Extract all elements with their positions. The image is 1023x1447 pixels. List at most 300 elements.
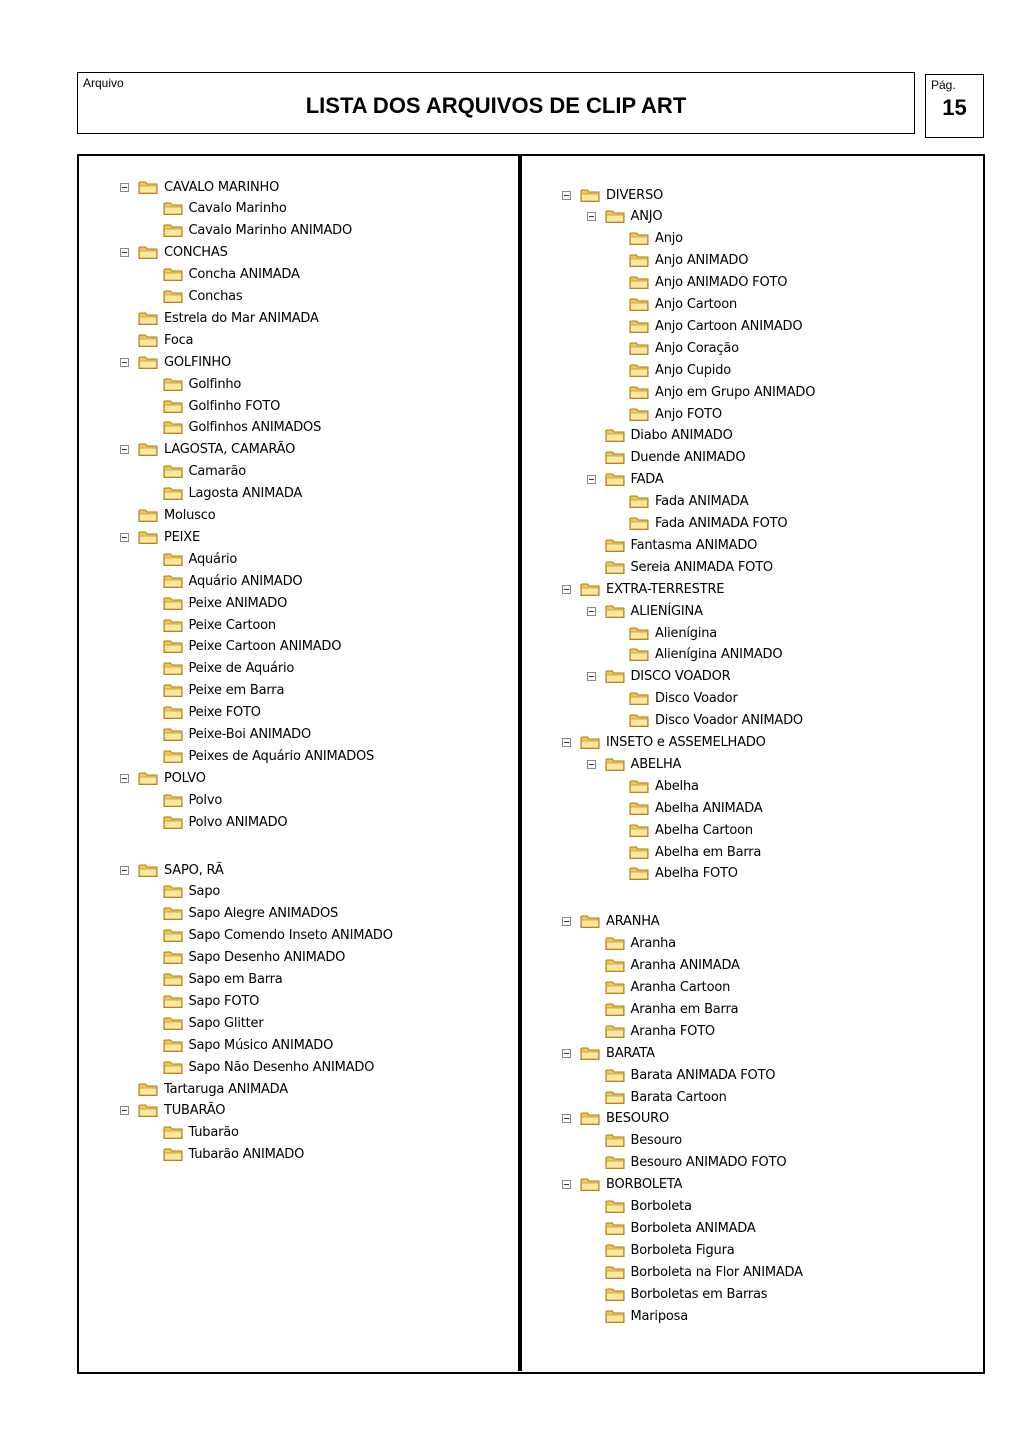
tree-folder-item[interactable] xyxy=(145,287,243,307)
folder-icon xyxy=(163,289,183,304)
folder-icon xyxy=(629,385,649,400)
folder-icon xyxy=(629,845,649,860)
folder-icon xyxy=(163,420,183,435)
tree-folder-item[interactable] xyxy=(611,229,683,249)
folder-icon xyxy=(580,1046,600,1061)
folder-label: Golfinho xyxy=(188,376,242,392)
tree-folder-expanded[interactable] xyxy=(587,754,682,774)
folder-icon xyxy=(629,253,649,268)
folder-label: Conchas xyxy=(188,289,243,304)
collapse-toggle-icon[interactable] xyxy=(120,533,129,542)
tree-folder-item[interactable] xyxy=(145,725,312,745)
folder-label: Concha ANIMADA xyxy=(188,267,300,283)
tree-folder-item[interactable] xyxy=(587,1284,768,1304)
folder-label: Borboleta ANIMADA xyxy=(630,1220,756,1236)
folder-icon xyxy=(163,972,183,987)
tree-folder-item[interactable] xyxy=(611,360,731,380)
folder-icon xyxy=(138,771,158,786)
folder-icon xyxy=(605,1265,625,1280)
folder-icon xyxy=(138,508,158,523)
folder-label: Peixe de Aquário xyxy=(188,661,295,677)
tree-folder-item[interactable] xyxy=(145,1013,264,1033)
folder-icon xyxy=(580,914,600,929)
folder-label: Peixe Cartoon xyxy=(188,617,276,633)
tree-folder-item[interactable] xyxy=(145,549,238,569)
tree-folder-expanded[interactable] xyxy=(587,601,703,621)
tree-folder-expanded[interactable] xyxy=(562,185,663,205)
folder-label: Polvo ANIMADO xyxy=(188,814,288,830)
folder-icon xyxy=(138,355,158,370)
folder-label: Disco Voador ANIMADO xyxy=(655,713,803,729)
folder-label: Abelha em Barra xyxy=(655,844,762,860)
folder-label: EXTRA-TERRESTRE xyxy=(606,581,725,597)
collapse-toggle-icon[interactable] xyxy=(587,607,596,616)
tree-folder-item[interactable] xyxy=(587,1262,803,1282)
tree-folder-item[interactable] xyxy=(611,864,738,884)
collapse-toggle-icon[interactable] xyxy=(587,672,596,681)
folder-label: ABELHA xyxy=(630,756,682,772)
tree-folder-item[interactable] xyxy=(587,426,733,446)
folder-label: Tubarão ANIMADO xyxy=(188,1147,305,1163)
collapse-toggle-icon[interactable] xyxy=(120,358,129,367)
folder-label: Aranha xyxy=(630,936,676,952)
folder-label: Sapo xyxy=(188,884,221,900)
folder-icon xyxy=(629,779,649,794)
folder-icon xyxy=(629,297,649,312)
folder-label: Peixe em Barra xyxy=(188,683,285,699)
tree-folder-item[interactable] xyxy=(611,820,753,840)
collapse-toggle-icon[interactable] xyxy=(562,738,571,747)
tree-folder-item[interactable] xyxy=(587,999,739,1019)
folder-icon xyxy=(163,639,183,654)
tree-folder-item[interactable] xyxy=(145,970,283,990)
tree-folder-item[interactable] xyxy=(145,812,288,832)
folder-label: CAVALO MARINHO xyxy=(164,179,280,195)
collapse-toggle-icon[interactable] xyxy=(587,475,596,484)
folder-label: Anjo ANIMADO FOTO xyxy=(655,275,788,291)
folder-label: Barata Cartoon xyxy=(630,1089,727,1105)
folder-label: Sapo Desenho ANIMADO xyxy=(188,950,346,966)
folder-label: Anjo ANIMADO xyxy=(655,253,749,269)
tree-folder-item[interactable] xyxy=(145,882,221,902)
folder-icon xyxy=(163,683,183,698)
tree-folder-item[interactable] xyxy=(587,978,731,998)
tree-folder-item[interactable] xyxy=(145,1035,334,1055)
folder-label: Sapo em Barra xyxy=(188,972,283,987)
tree-folder-item[interactable] xyxy=(587,557,773,577)
folder-icon xyxy=(605,538,625,553)
page-number: 15 xyxy=(942,95,967,120)
folder-label: Peixe-Boi ANIMADO xyxy=(188,727,312,742)
tree-folder-item[interactable] xyxy=(145,681,285,701)
folder-label: Sapo Alegre ANIMADOS xyxy=(188,906,339,922)
tree-folder-expanded[interactable] xyxy=(562,1109,669,1129)
folder-label: PEIXE xyxy=(164,529,201,545)
folder-icon xyxy=(605,1024,625,1039)
folder-icon xyxy=(163,793,183,808)
tree-folder-item[interactable] xyxy=(587,448,746,468)
folder-icon xyxy=(605,669,625,684)
folder-icon xyxy=(138,311,158,326)
folder-icon xyxy=(163,994,183,1009)
tree-folder-item[interactable] xyxy=(587,1306,688,1326)
folder-label: Besouro ANIMADO FOTO xyxy=(630,1155,787,1171)
folder-icon xyxy=(163,884,183,899)
folder-icon xyxy=(138,1103,158,1118)
folder-label: ALIENÍGINA xyxy=(630,603,703,619)
folder-icon xyxy=(163,950,183,965)
tree-folder-item[interactable] xyxy=(120,506,216,526)
folder-label: Fada ANIMADA FOTO xyxy=(655,516,788,531)
folder-icon xyxy=(163,552,183,567)
tree-folder-item[interactable] xyxy=(145,790,223,810)
tree-folder-expanded[interactable] xyxy=(587,667,731,687)
tree-folder-item[interactable] xyxy=(611,689,738,709)
tree-folder-item[interactable] xyxy=(145,703,261,723)
folder-label: Barata ANIMADA FOTO xyxy=(630,1067,776,1083)
folder-icon xyxy=(580,1111,600,1126)
folder-icon xyxy=(163,1125,183,1140)
collapse-toggle-icon[interactable] xyxy=(562,917,571,926)
folder-label: Sereia ANIMADA FOTO xyxy=(630,559,773,575)
folder-label: Anjo em Grupo ANIMADO xyxy=(655,384,816,400)
folder-label: Aranha Cartoon xyxy=(630,980,731,995)
tree-folder-item[interactable] xyxy=(611,316,802,336)
folder-label: BESOURO xyxy=(606,1111,669,1127)
folder-icon xyxy=(605,1133,625,1148)
tree-folder-expanded[interactable] xyxy=(120,243,228,263)
tree-folder-expanded[interactable] xyxy=(120,352,231,372)
folder-label: Diabo ANIMADO xyxy=(630,428,733,444)
folder-icon xyxy=(163,377,183,392)
collapse-toggle-icon[interactable] xyxy=(562,585,571,594)
folder-icon xyxy=(605,1199,625,1214)
tree-folder-item[interactable] xyxy=(145,571,303,591)
tree-folder-item[interactable] xyxy=(611,798,763,818)
tree-folder-expanded[interactable] xyxy=(120,768,206,788)
tree-folder-item[interactable] xyxy=(145,904,339,924)
tree-folder-item[interactable] xyxy=(611,842,761,862)
collapse-toggle-icon[interactable] xyxy=(562,191,571,200)
folder-icon xyxy=(605,1068,625,1083)
header-small-label: Arquivo xyxy=(83,76,124,90)
folder-icon xyxy=(163,486,183,501)
folder-label: Sapo FOTO xyxy=(188,993,260,1009)
folder-label: Duende ANIMADO xyxy=(630,450,746,466)
folder-label: GOLFINHO xyxy=(164,354,231,370)
folder-label: Anjo Cartoon xyxy=(655,297,738,312)
folder-icon xyxy=(629,691,649,706)
tree-folder-item[interactable] xyxy=(145,1123,239,1143)
folder-label: Fada ANIMADA xyxy=(655,494,749,510)
tree-folder-item[interactable] xyxy=(145,1057,375,1077)
tree-folder-item[interactable] xyxy=(145,615,276,635)
tree-folder-expanded[interactable] xyxy=(120,527,200,547)
folder-label: Estrela do Mar ANIMADA xyxy=(164,310,319,326)
collapse-toggle-icon[interactable] xyxy=(120,774,129,783)
tree-folder-expanded[interactable] xyxy=(120,860,224,880)
folder-icon xyxy=(163,223,183,238)
folder-icon xyxy=(163,705,183,720)
folder-icon xyxy=(605,1243,625,1258)
tree-folder-expanded[interactable] xyxy=(120,1101,225,1121)
folder-label: Aranha ANIMADA xyxy=(630,958,740,974)
tree-folder-item[interactable] xyxy=(145,484,303,504)
tree-folder-expanded[interactable] xyxy=(587,207,663,227)
folder-label: INSETO e ASSEMELHADO xyxy=(606,735,766,750)
folder-label: Camarão xyxy=(188,464,247,480)
folder-label: Polvo xyxy=(188,792,223,808)
folder-icon xyxy=(580,1177,600,1192)
folder-label: Alienígina xyxy=(655,625,718,641)
tree-folder-item[interactable] xyxy=(611,295,737,315)
tree-folder-item[interactable] xyxy=(145,948,346,968)
collapse-toggle-icon[interactable] xyxy=(587,760,596,769)
collapse-toggle-icon[interactable] xyxy=(562,1180,571,1189)
folder-label: Golfinho FOTO xyxy=(188,398,281,414)
tree-folder-item[interactable] xyxy=(145,396,281,416)
folder-label: CONCHAS xyxy=(164,245,228,261)
folder-label: Disco Voador xyxy=(655,691,738,707)
collapse-toggle-icon[interactable] xyxy=(120,866,129,875)
tree-folder-expanded[interactable] xyxy=(120,177,279,197)
folder-icon xyxy=(629,647,649,662)
tree-folder-item[interactable] xyxy=(611,382,815,402)
folder-label: Peixes de Aquário ANIMADOS xyxy=(188,748,375,764)
folder-label: Sapo Músico ANIMADO xyxy=(188,1037,334,1053)
folder-icon xyxy=(605,604,625,619)
tree-folder-item[interactable] xyxy=(145,746,375,766)
tree-folder-expanded[interactable] xyxy=(587,470,664,490)
folder-label: Alienígina ANIMADO xyxy=(655,647,783,663)
folder-icon xyxy=(163,1016,183,1031)
folder-icon xyxy=(605,936,625,951)
folder-label: DISCO VOADOR xyxy=(630,669,731,685)
folder-label: Peixe FOTO xyxy=(188,705,261,721)
folder-icon xyxy=(163,1060,183,1075)
folder-icon xyxy=(629,275,649,290)
folder-label: Peixe ANIMADO xyxy=(188,595,288,611)
page-title: LISTA DOS ARQUIVOS DE CLIP ART xyxy=(305,93,687,118)
folder-label: FADA xyxy=(630,472,664,488)
collapse-toggle-icon[interactable] xyxy=(562,1049,571,1058)
folder-label: Abelha Cartoon xyxy=(655,822,753,838)
tree-folder-item[interactable] xyxy=(145,374,242,394)
folder-label: Aranha em Barra xyxy=(630,1001,739,1017)
tree-folder-item[interactable] xyxy=(587,1197,692,1217)
folder-label: Anjo Cupido xyxy=(655,362,732,378)
folder-label: Aranha FOTO xyxy=(630,1023,715,1039)
folder-icon xyxy=(138,442,158,457)
folder-icon xyxy=(163,399,183,414)
folder-icon xyxy=(163,749,183,764)
folder-icon xyxy=(605,1002,625,1017)
tree-folder-item[interactable] xyxy=(145,418,322,438)
folder-icon xyxy=(163,201,183,216)
folder-label: POLVO xyxy=(164,770,206,786)
folder-label: BORBOLETA xyxy=(606,1177,683,1193)
tree-folder-item[interactable] xyxy=(587,1065,776,1085)
tree-folder-expanded[interactable] xyxy=(562,1175,682,1195)
tree-folder-item[interactable] xyxy=(587,535,758,555)
folder-icon xyxy=(629,407,649,422)
folder-label: LAGOSTA, CAMARÃO xyxy=(164,442,296,458)
folder-label: Abelha FOTO xyxy=(655,866,738,882)
folder-label: Abelha xyxy=(655,778,699,794)
folder-label: Molusco xyxy=(164,508,216,523)
tree-folder-item[interactable] xyxy=(611,514,787,534)
folder-icon xyxy=(629,823,649,838)
folder-icon xyxy=(605,209,625,224)
folder-icon xyxy=(138,333,158,348)
folder-label: DIVERSO xyxy=(606,187,664,203)
folder-label: SAPO, RÃ xyxy=(164,862,224,878)
tree-folder-item[interactable] xyxy=(145,199,287,219)
folder-label: Aquário ANIMADO xyxy=(188,573,303,589)
folder-label: Abelha ANIMADA xyxy=(655,800,763,816)
collapse-toggle-icon[interactable] xyxy=(120,183,129,192)
folder-label: Cavalo Marinho ANIMADO xyxy=(188,223,353,239)
folder-label: Anjo xyxy=(655,231,683,247)
folder-icon xyxy=(138,1082,158,1097)
folder-icon xyxy=(580,735,600,750)
folder-icon xyxy=(163,928,183,943)
collapse-toggle-icon[interactable] xyxy=(587,212,596,221)
folder-icon xyxy=(163,727,183,742)
folder-icon xyxy=(163,574,183,589)
tree-folder-item[interactable] xyxy=(611,623,717,643)
folder-icon xyxy=(605,757,625,772)
folder-label: Peixe Cartoon ANIMADO xyxy=(188,639,342,655)
folder-icon xyxy=(629,494,649,509)
folder-label: Tubarão xyxy=(188,1125,239,1141)
folder-label: Aquário xyxy=(188,551,238,567)
tree-folder-item[interactable] xyxy=(611,404,722,424)
tree-folder-item[interactable] xyxy=(587,1218,756,1238)
tree-folder-expanded[interactable] xyxy=(120,440,295,460)
collapse-toggle-icon[interactable] xyxy=(120,445,129,454)
tree-folder-item[interactable] xyxy=(611,251,748,271)
tree-folder-item[interactable] xyxy=(145,462,247,482)
folder-icon xyxy=(163,661,183,676)
folder-icon xyxy=(163,1147,183,1162)
folder-icon xyxy=(605,958,625,973)
folder-label: TUBARÃO xyxy=(164,1103,226,1119)
tree-folder-item[interactable] xyxy=(145,659,295,679)
folder-icon xyxy=(163,267,183,282)
folder-icon xyxy=(163,815,183,830)
folder-icon xyxy=(629,231,649,246)
folder-label: Borboleta xyxy=(630,1199,692,1214)
folder-label: Besouro xyxy=(630,1133,682,1149)
folder-label: Golfinhos ANIMADOS xyxy=(188,420,322,436)
tree-folder-expanded[interactable] xyxy=(562,733,766,753)
folder-label: Lagosta ANIMADA xyxy=(188,486,303,502)
tree-folder-item[interactable] xyxy=(611,338,739,358)
folder-label: ARANHA xyxy=(606,914,660,930)
folder-label: Anjo FOTO xyxy=(655,406,722,422)
folder-label: Sapo Não Desenho ANIMADO xyxy=(188,1059,375,1075)
folder-icon xyxy=(629,866,649,881)
folder-icon xyxy=(163,1038,183,1053)
tree-folder-item[interactable] xyxy=(587,1087,727,1107)
tree-folder-item[interactable] xyxy=(120,308,319,328)
folder-icon xyxy=(629,801,649,816)
tree-folder-item[interactable] xyxy=(120,1079,288,1099)
folder-icon xyxy=(629,319,649,334)
folder-icon xyxy=(138,180,158,195)
folder-icon xyxy=(163,464,183,479)
tree-folder-item[interactable] xyxy=(120,330,193,350)
folder-icon xyxy=(605,472,625,487)
folder-icon xyxy=(629,341,649,356)
tree-folder-item[interactable] xyxy=(145,265,300,285)
folder-label: Borboletas em Barras xyxy=(630,1286,768,1302)
folder-icon xyxy=(629,363,649,378)
folder-icon xyxy=(605,1221,625,1236)
folder-label: Sapo Glitter xyxy=(188,1015,264,1031)
collapse-toggle-icon[interactable] xyxy=(120,248,129,257)
tree-folder-expanded[interactable] xyxy=(562,1043,655,1063)
folder-icon xyxy=(605,1309,625,1324)
folder-icon xyxy=(163,596,183,611)
folder-icon xyxy=(605,1090,625,1105)
tree-folder-item[interactable] xyxy=(587,956,740,976)
folder-label: Anjo Cartoon ANIMADO xyxy=(655,318,803,334)
tree-folder-item[interactable] xyxy=(587,1240,735,1260)
tree-folder-item[interactable] xyxy=(145,991,260,1011)
folder-label: Borboleta Figura xyxy=(630,1242,735,1258)
folder-label: Anjo Coração xyxy=(655,340,739,356)
tree-folder-item[interactable] xyxy=(145,637,342,657)
folder-icon xyxy=(629,626,649,641)
tree-folder-item[interactable] xyxy=(611,711,803,731)
tree-folder-item[interactable] xyxy=(145,1145,305,1165)
collapse-toggle-icon[interactable] xyxy=(562,1114,571,1123)
tree-folder-item[interactable] xyxy=(145,926,393,946)
tree-folder-item[interactable] xyxy=(611,273,787,293)
tree-folder-item[interactable] xyxy=(587,1131,683,1151)
folder-icon xyxy=(605,428,625,443)
tree-folder-expanded[interactable] xyxy=(562,579,724,599)
tree-folder-item[interactable] xyxy=(611,645,782,665)
tree-folder-item[interactable] xyxy=(145,221,353,241)
tree-folder-item[interactable] xyxy=(611,492,748,512)
tree-folder-item[interactable] xyxy=(587,1153,787,1173)
folder-label: ANJO xyxy=(630,209,663,225)
tree-folder-item[interactable] xyxy=(145,593,288,613)
folder-icon xyxy=(605,450,625,465)
folder-icon xyxy=(605,980,625,995)
folder-label: BARATA xyxy=(606,1045,655,1061)
tree-folder-item[interactable] xyxy=(587,934,676,954)
folder-label: Foca xyxy=(164,332,194,348)
tree-folder-item[interactable] xyxy=(611,776,699,796)
folder-label: Tartaruga ANIMADA xyxy=(164,1081,288,1097)
folder-icon xyxy=(629,516,649,531)
folder-icon xyxy=(163,618,183,633)
collapse-toggle-icon[interactable] xyxy=(120,1106,129,1115)
folder-icon xyxy=(605,1287,625,1302)
folder-label: Mariposa xyxy=(630,1308,688,1324)
folder-label: Cavalo Marinho xyxy=(188,201,287,217)
folder-icon xyxy=(163,906,183,921)
tree-folder-expanded[interactable] xyxy=(562,912,660,932)
folder-icon xyxy=(138,530,158,545)
page-label: Pág. xyxy=(931,78,956,92)
folder-label: Sapo Comendo Inseto ANIMADO xyxy=(188,928,393,944)
tree-folder-item[interactable] xyxy=(587,1021,715,1041)
